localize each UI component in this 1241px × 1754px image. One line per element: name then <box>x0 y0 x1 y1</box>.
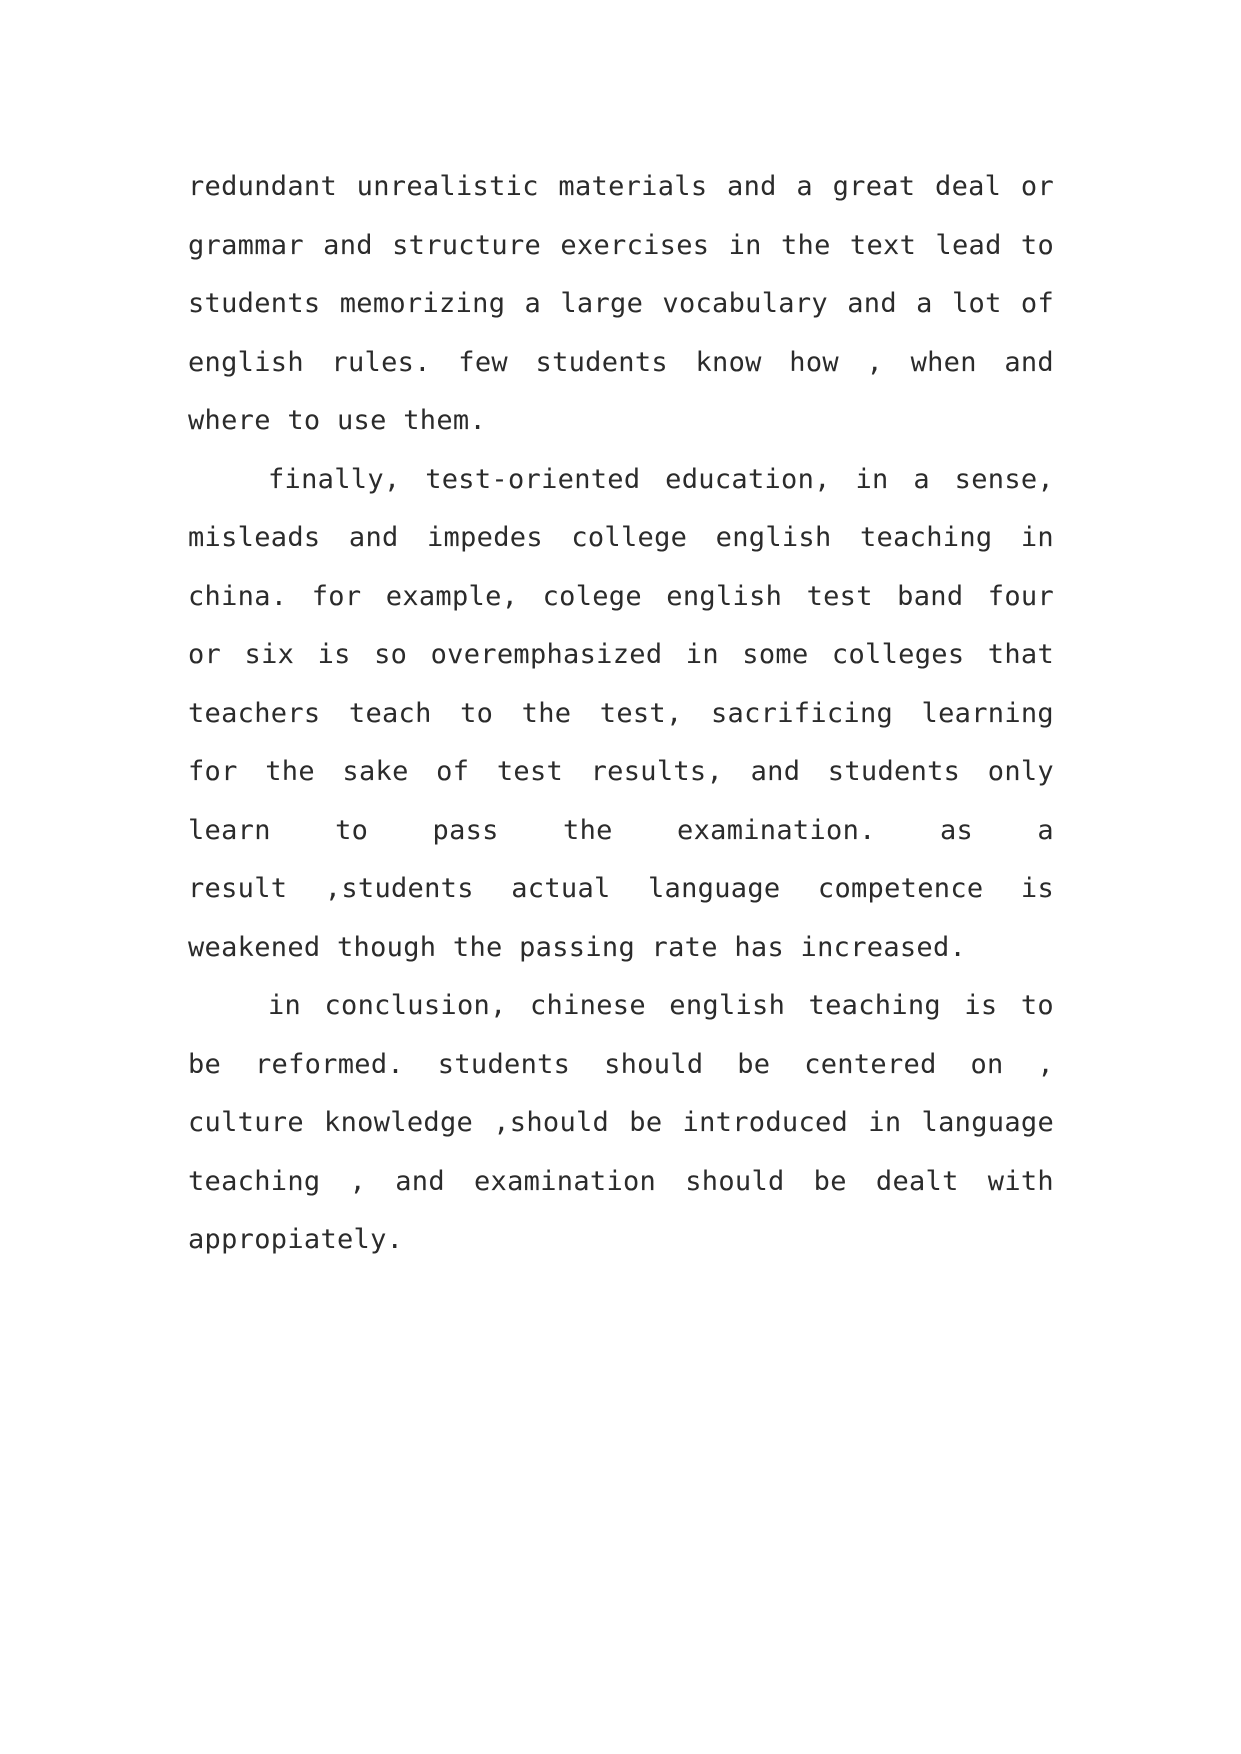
text-line: china. for example, colege english test band four <box>188 580 1054 612</box>
text-line: result ,students actual language competence is <box>188 873 1054 904</box>
text-line: learn to pass the examination. as a <box>188 814 1054 846</box>
text-line: weakened though the passing rate has increased. <box>188 931 967 963</box>
paragraph-1 <box>188 158 1054 451</box>
text-line: culture knowledge ,should be introduced in language <box>188 1107 1054 1138</box>
text-line: or six is so overemphasized in some colleges that <box>188 639 1054 670</box>
text-line: redundant unrealistic materials and a great deal or <box>188 171 1054 202</box>
text-line: be reformed. students should be centered on , <box>188 1048 1054 1080</box>
paragraph-2 <box>188 451 1054 978</box>
text-line: misleads and impedes college english teaching in <box>188 522 1054 553</box>
text-line: in conclusion, chinese english teaching is to <box>268 990 1054 1021</box>
text-line: english rules. few students know how , when and <box>188 346 1054 378</box>
text-line: for the sake of test results, and students only <box>188 756 1054 787</box>
text-line: finally, test-oriented education, in a sense, <box>268 463 1054 495</box>
paragraph-3 <box>188 977 1054 1270</box>
body-text <box>188 158 1054 1270</box>
text-line: teachers teach to the test, sacrificing learning <box>188 697 1054 729</box>
text-line: teaching , and examination should be dealt with <box>188 1165 1054 1197</box>
text-line: grammar and structure exercises in the text lead to <box>188 229 1054 261</box>
text-line: where to use them. <box>188 405 486 436</box>
text-line: students memorizing a large vocabulary and a lot of <box>188 288 1054 319</box>
text-line: appropiately. <box>188 1224 404 1255</box>
